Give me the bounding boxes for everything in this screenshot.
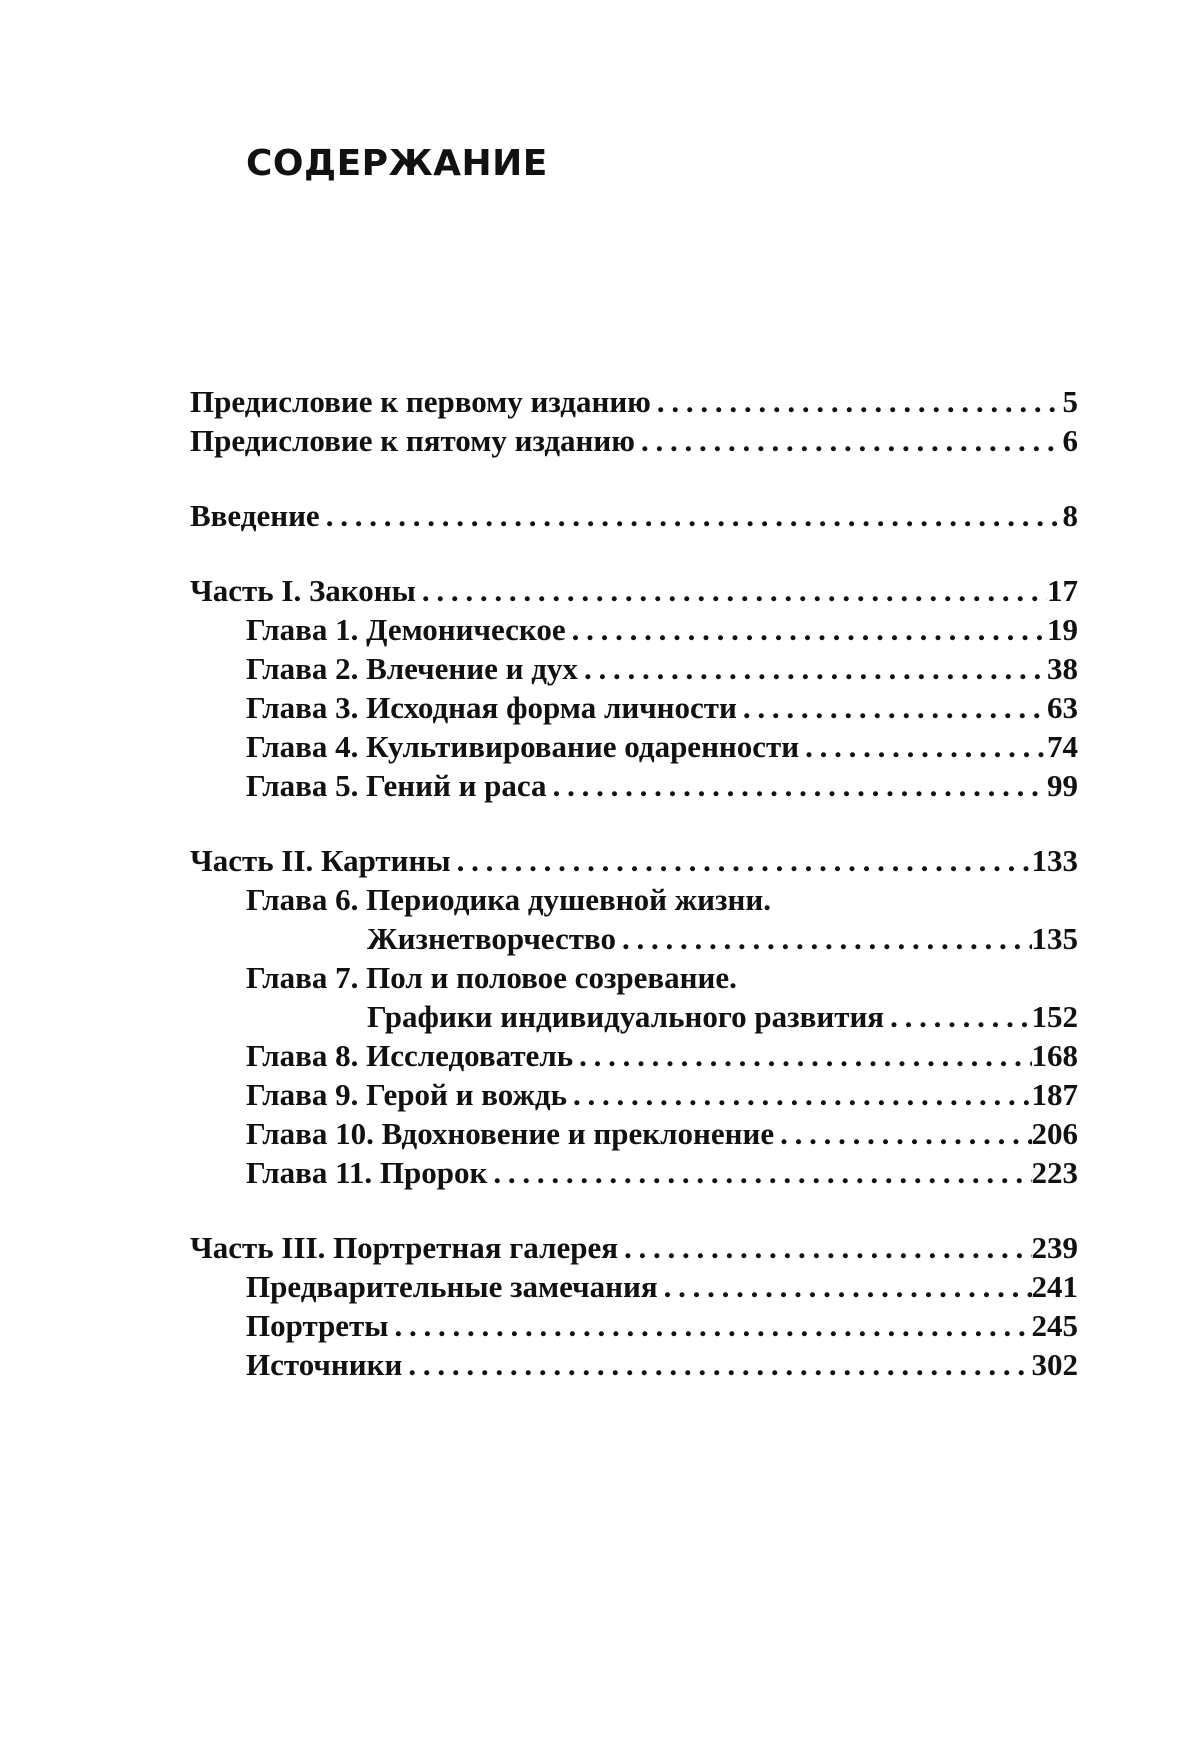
toc-entry-label: Глава 3. Исходная форма личности <box>246 690 737 725</box>
toc-chapter-entry <box>190 649 1078 688</box>
toc-dot-leader <box>487 1153 1031 1192</box>
toc-entry-label: Глава 10. Вдохновение и преклонение <box>246 1116 775 1151</box>
toc-entry-label: Глава 7. Пол и половое созревание. <box>246 960 737 995</box>
toc-dot-leader <box>618 1228 1031 1267</box>
toc-entry-page: 133 <box>1031 843 1078 878</box>
toc-entry-label: Глава 8. Исследователь <box>246 1038 574 1073</box>
toc-entry-page: 5 <box>1062 384 1078 419</box>
toc-entry-label: Глава 1. Демоническое <box>246 612 566 647</box>
toc-entry-label: Глава 11. Пророк <box>246 1155 488 1190</box>
toc-entry-page: 152 <box>1031 999 1078 1034</box>
toc-dot-leader <box>566 610 1047 649</box>
toc-chapter-entry <box>190 880 1078 919</box>
toc-entry <box>190 421 1078 460</box>
toc-entry-label: Портреты <box>246 1308 389 1343</box>
toc-dot-leader <box>616 919 1032 958</box>
toc-dot-leader <box>774 1114 1031 1153</box>
toc-entry <box>190 382 1078 421</box>
toc-entry-page: 241 <box>1031 1269 1078 1304</box>
toc-entry-label: Введение <box>190 498 320 533</box>
toc-entry-page: 223 <box>1031 1155 1078 1190</box>
toc-dot-leader <box>578 649 1047 688</box>
page-title: СОДЕРЖАНИЕ <box>246 143 548 184</box>
toc-dot-leader <box>884 997 1031 1036</box>
toc-entry-label: Глава 2. Влечение и дух <box>246 651 578 686</box>
toc-chapter-entry <box>190 688 1078 727</box>
toc-entry-page: 245 <box>1031 1308 1078 1343</box>
toc-dot-leader <box>651 382 1058 421</box>
toc-entry-label: Часть I. Законы <box>190 573 416 608</box>
toc-entry-page: 239 <box>1031 1230 1078 1265</box>
toc-part-entry <box>190 571 1078 610</box>
toc-entry-page: 99 <box>1047 768 1078 803</box>
toc-dot-leader <box>658 1267 1032 1306</box>
toc-chapter-entry <box>190 1114 1078 1153</box>
toc-chapter-entry <box>190 958 1078 997</box>
toc-entry-page: 135 <box>1031 921 1078 956</box>
toc-chapter-entry <box>190 610 1078 649</box>
toc-entry-page: 63 <box>1047 690 1078 725</box>
toc-entry-page: 302 <box>1031 1347 1078 1382</box>
toc-chapter-entry <box>190 1306 1078 1345</box>
toc-entry-label: Источники <box>246 1347 403 1382</box>
toc-entry-label: Глава 5. Гений и раса <box>246 768 547 803</box>
toc-entry-label: Глава 4. Культивирование одаренности <box>246 729 800 764</box>
toc-chapter-entry <box>190 1153 1078 1192</box>
toc-entry <box>190 496 1078 535</box>
toc-dot-leader <box>402 1345 1031 1384</box>
toc-dot-leader <box>547 766 1047 805</box>
toc-chapter-entry <box>190 1075 1078 1114</box>
toc-entry-page: 187 <box>1031 1077 1078 1112</box>
toc-chapter-entry <box>190 1267 1078 1306</box>
toc-entry-page: 19 <box>1047 612 1078 647</box>
toc-part-entry <box>190 1228 1078 1267</box>
toc-entry-label: Графики индивидуального развития <box>367 999 885 1034</box>
toc-entry-label: Жизнетворчество <box>367 921 616 956</box>
toc-entry-page: 17 <box>1047 573 1078 608</box>
toc-chapter-entry <box>190 1036 1078 1075</box>
toc-dot-leader <box>635 421 1058 460</box>
toc-entry-page: 8 <box>1062 498 1078 533</box>
toc-entry-label: Глава 6. Периодика душевной жизни. <box>246 882 771 917</box>
toc-chapter-continuation <box>190 919 1078 958</box>
toc-entry-page: 38 <box>1047 651 1078 686</box>
toc-dot-leader <box>320 496 1058 535</box>
toc-entry-label: Предисловие к первому изданию <box>190 384 651 419</box>
toc-dot-leader <box>737 688 1047 727</box>
toc-entry-page: 168 <box>1031 1038 1078 1073</box>
toc-entry-label: Часть II. Картины <box>190 843 451 878</box>
toc-dot-leader <box>416 571 1047 610</box>
toc-entry-label: Предисловие к пятому изданию <box>190 423 635 458</box>
toc-part-entry <box>190 841 1078 880</box>
toc-entry-label: Часть III. Портретная галерея <box>190 1230 619 1265</box>
toc-chapter-entry <box>190 727 1078 766</box>
toc-chapter-entry <box>190 766 1078 805</box>
toc-dot-leader <box>573 1036 1031 1075</box>
toc-entry-page: 6 <box>1062 423 1078 458</box>
toc-entry-label: Предварительные замечания <box>246 1269 658 1304</box>
toc-dot-leader <box>799 727 1047 766</box>
toc-dot-leader <box>451 841 1032 880</box>
toc-dot-leader <box>567 1075 1031 1114</box>
toc-chapter-entry <box>190 1345 1078 1384</box>
table-of-contents <box>190 382 1078 1384</box>
toc-chapter-continuation <box>190 997 1078 1036</box>
toc-dot-leader <box>388 1306 1031 1345</box>
toc-entry-label: Глава 9. Герой и вождь <box>246 1077 568 1112</box>
toc-entry-page: 206 <box>1031 1116 1078 1151</box>
toc-entry-page: 74 <box>1047 729 1078 764</box>
